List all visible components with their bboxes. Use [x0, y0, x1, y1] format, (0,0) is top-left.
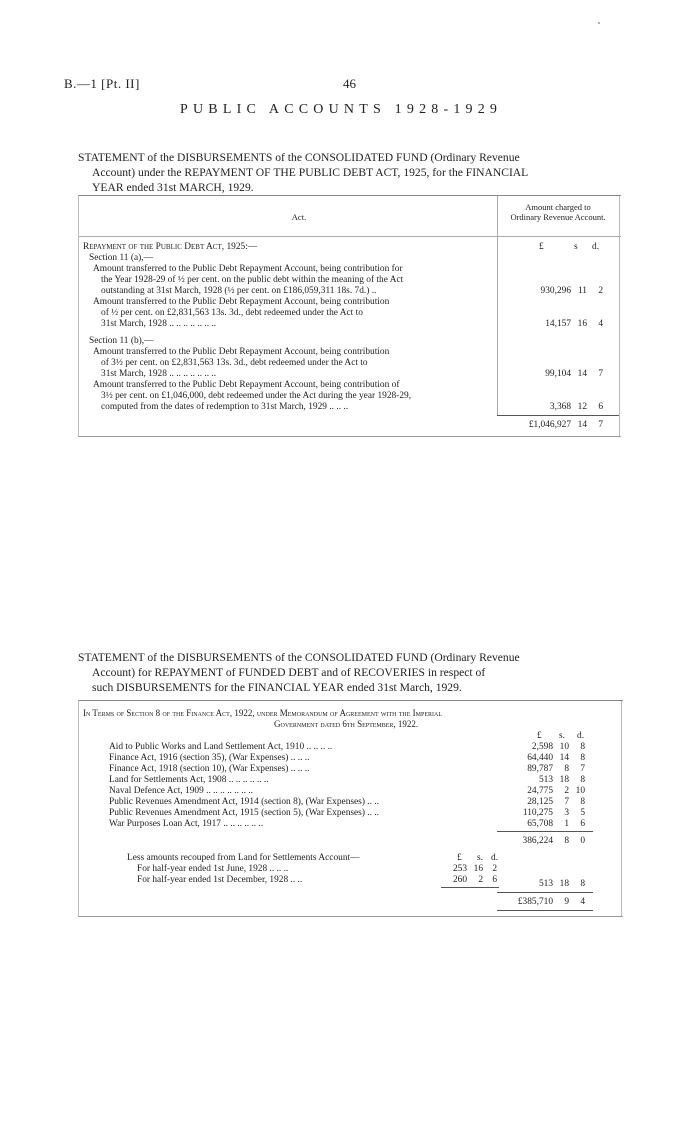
amount-shillings: 12	[577, 402, 587, 412]
statement2-title-line: Account) for REPAYMENT of FUNDED DEBT and of RECOVERIES in respect of	[92, 666, 486, 679]
less-item-pence: 2	[492, 864, 497, 874]
less-currency-shillings: s.	[477, 853, 483, 863]
item-pounds: 64,440	[527, 753, 553, 763]
less-item-pounds: 253	[452, 864, 467, 874]
item-pence: 7	[580, 764, 585, 774]
total-pence: 7	[598, 420, 603, 430]
column-header-amount-line1: Amount charged to	[525, 202, 591, 212]
act-text-line: Amount transferred to the Public Debt Repayment Account, being contribution	[93, 297, 390, 307]
act-text-line: 3½ per cent. on £1,046,000, debt redeemed under the Act during the year 1928-29,	[101, 391, 412, 401]
item-label: Naval Defence Act, 1909 .. .. .. .. .. .. ..	[109, 786, 253, 796]
item-shillings: 7	[564, 797, 569, 807]
act-text-line: Amount transferred to the Public Debt Repayment Account, being contribution	[93, 347, 390, 357]
currency-shillings-label: s.	[559, 731, 565, 741]
less-item-pence: 6	[492, 875, 497, 885]
act-text-line: of ½ per cent. on £2,831,563 13s. 3d., debt redeemed under the Act to	[101, 308, 363, 318]
section-label: Section 11 (a),—	[89, 253, 153, 263]
act-text-line: computed from the dates of redemption to 31st March, 1929 .. .. ..	[101, 402, 349, 412]
item-label: Public Revenues Amendment Act, 1915 (section 5), (War Expenses) .. ..	[109, 808, 380, 818]
item-shillings: 14	[559, 753, 569, 763]
item-pounds: 110,275	[522, 808, 553, 818]
item-label: Public Revenues Amendment Act, 1914 (section 8), (War Expenses) .. ..	[109, 797, 380, 807]
item-shillings: 10	[559, 742, 569, 752]
statement2-intro-line2: Government dated 6th September, 1922.	[274, 719, 419, 729]
statement1-title-line: Account) under the REPAYMENT OF THE PUBLIC DEBT ACT, 1925, for the FINANCIAL	[92, 166, 529, 179]
item-pence: 8	[580, 797, 585, 807]
amount-pounds: 3,368	[549, 402, 571, 412]
item-pence: 8	[580, 753, 585, 763]
item-pounds: 2,598	[531, 742, 553, 752]
statement2-title-line: STATEMENT of the DISBURSEMENTS of the CONSOLIDATED FUND (Ordinary Revenue	[78, 651, 520, 664]
amount-shillings: 16	[577, 319, 587, 329]
item-shillings: 2	[564, 786, 569, 796]
page-title: PUBLIC ACCOUNTS 1928-1929	[180, 102, 503, 117]
item-pounds: 28,125	[527, 797, 553, 807]
statement2-intro-line1: In Terms of Section 8 of the Finance Act, 1922, under Memorandum of Agreement with the Imperial	[83, 708, 443, 718]
less-item-label: For half-year ended 1st December, 1928 .. ..	[137, 875, 303, 885]
statement2-title-line: such DISBURSEMENTS for the FINANCIAL YEAR ended 31st March, 1929.	[92, 681, 462, 694]
currency-shillings-label: s	[574, 242, 578, 252]
column-header-amount-line2: Ordinary Revenue Account.	[510, 212, 606, 222]
item-pence: 10	[575, 786, 585, 796]
statement1-title-line: YEAR ended 31st MARCH, 1929.	[92, 181, 254, 194]
total-pounds: £385,710	[517, 897, 553, 907]
item-pounds: 89,787	[527, 764, 553, 774]
statement1-title-line: STATEMENT of the DISBURSEMENTS of the CONSOLIDATED FUND (Ordinary Revenue	[78, 151, 520, 164]
statement2-table	[78, 700, 623, 917]
section-label: Section 11 (b),—	[89, 336, 154, 346]
item-shillings: 18	[559, 775, 569, 785]
statement1-title	[78, 150, 626, 195]
item-pounds: 513	[538, 775, 553, 785]
subtotal-pounds: 386,224	[522, 836, 553, 846]
item-shillings: 1	[564, 819, 569, 829]
less-item-pounds: 260	[452, 875, 467, 885]
act-text-line: Amount transferred to the Public Debt Repayment Account, being contribution of	[93, 380, 400, 390]
item-pence: 8	[580, 742, 585, 752]
act-text-line: Amount transferred to the Public Debt Repayment Account, being contribution for	[93, 264, 403, 274]
amount-pounds: 930,296	[540, 286, 571, 296]
amount-pence: 7	[598, 369, 603, 379]
document-code: B.—1 [Pt. II]	[64, 76, 140, 91]
currency-pence-label: d.	[577, 731, 585, 741]
less-currency-pounds: £	[457, 853, 462, 863]
subtotal-shillings: 8	[564, 836, 569, 846]
act-text-line: the Year 1928-29 of ½ per cent. on the public debt within the meaning of the Act	[101, 275, 404, 285]
statement1-heading: Repayment of the Public Debt Act, 1925:—	[83, 242, 258, 252]
less-item-label: For half-year ended 1st June, 1928 .. .. ..	[137, 864, 289, 874]
page-number: 46	[343, 76, 356, 91]
item-pounds: 65,708	[527, 819, 553, 829]
item-label: Land for Settlements Act, 1908 .. .. .. .. .. ..	[109, 775, 269, 785]
total-pence: 4	[580, 897, 585, 907]
column-header-act: Act.	[291, 212, 307, 222]
item-label: War Purposes Loan Act, 1917 .. .. .. .. .. ..	[109, 819, 264, 829]
currency-pence-label: d.	[592, 242, 600, 252]
amount-shillings: 11	[577, 286, 587, 296]
total-pounds: £1,046,927	[528, 420, 571, 430]
total-shillings: 14	[577, 420, 587, 430]
amount-pence: 2	[598, 286, 603, 296]
less-total-pounds: 513	[538, 879, 553, 889]
less-total-pence: 8	[580, 879, 585, 889]
act-text-line: of 3½ per cent. on £2,831,563 13s. 3d., debt redeemed under the Act to	[101, 358, 368, 368]
amount-pounds: 14,157	[545, 319, 571, 329]
amount-pence: 4	[598, 319, 603, 329]
total-shillings: 9	[564, 897, 569, 907]
act-text-line: 31st March, 1928 .. .. .. .. .. .. ..	[101, 319, 217, 329]
less-currency-pence: d.	[491, 853, 499, 863]
currency-pounds-label: £	[537, 731, 542, 741]
statement2-title	[78, 650, 626, 695]
amount-pounds: 99,104	[545, 369, 571, 379]
less-item-shillings: 16	[473, 864, 483, 874]
act-text-line: 31st March, 1928 .. .. .. .. .. .. ..	[101, 369, 217, 379]
item-pounds: 24,775	[527, 786, 553, 796]
item-pence: 8	[580, 775, 585, 785]
act-text-line: outstanding at 31st March, 1928 (½ per cent. on £186,059,311 18s. 7d.) ..	[101, 286, 377, 296]
less-item-shillings: 2	[478, 875, 483, 885]
subtotal-pence: 0	[580, 836, 585, 846]
amount-pence: 6	[598, 402, 603, 412]
item-label: Aid to Public Works and Land Settlement Act, 1910 .. .. .. ..	[109, 742, 333, 752]
column-header-amount	[499, 202, 617, 222]
statement1-table	[78, 195, 621, 437]
item-pence: 5	[580, 808, 585, 818]
less-heading: Less amounts recouped from Land for Settlements Account—	[127, 853, 360, 863]
item-label: Finance Act, 1916 (section 35), (War Expenses) .. .. ..	[109, 753, 310, 763]
item-label: Finance Act, 1918 (section 10), (War Expenses) .. .. ..	[109, 764, 310, 774]
currency-pounds-label: £	[539, 242, 544, 252]
item-pence: 6	[580, 819, 585, 829]
amount-shillings: 14	[577, 369, 587, 379]
item-shillings: 3	[564, 808, 569, 818]
item-shillings: 8	[564, 764, 569, 774]
less-total-shillings: 18	[559, 879, 569, 889]
